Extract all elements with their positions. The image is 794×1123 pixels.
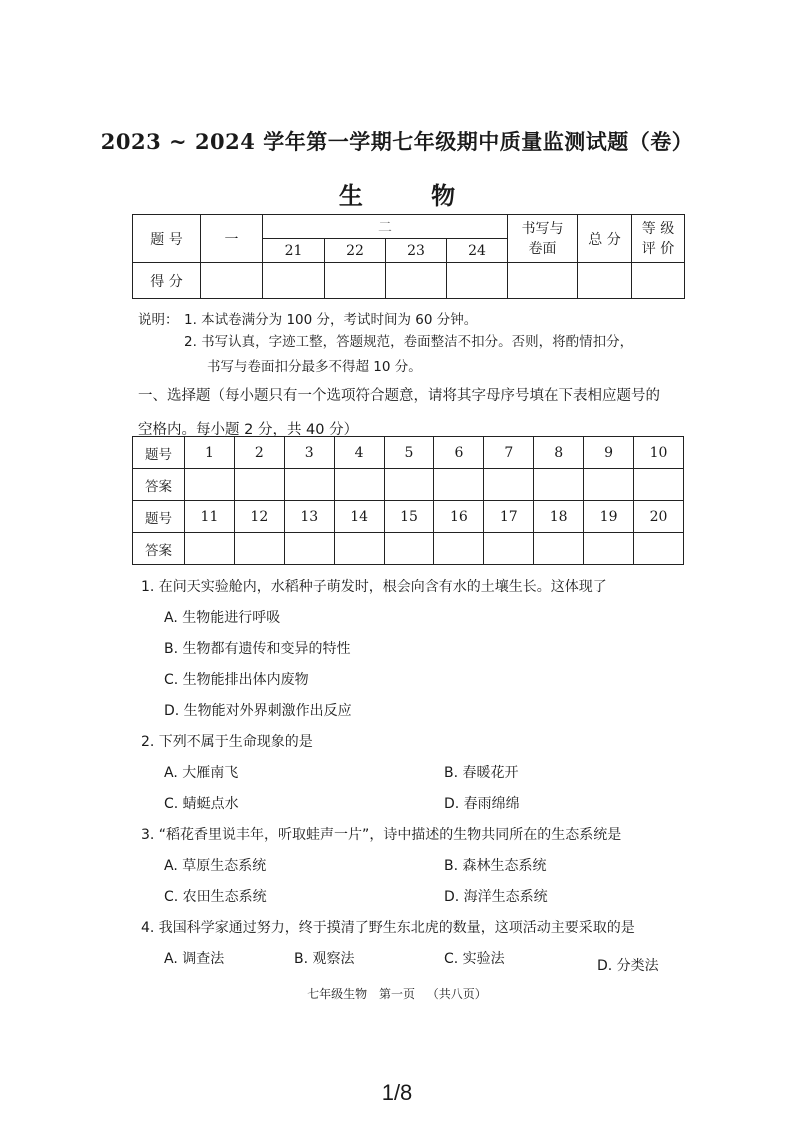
answer-cell[interactable] — [234, 533, 284, 565]
question-number: 1 — [185, 437, 235, 469]
question-number: 8 — [534, 437, 584, 469]
question-2-stem: 2. 下列不属于生命现象的是 — [141, 734, 313, 750]
grade-line1: 等 级 — [641, 220, 675, 237]
answer-cell[interactable] — [434, 533, 484, 565]
writing-line1: 书写与 — [521, 220, 564, 237]
answer-row-label-q: 题号 — [133, 437, 185, 469]
note-item-2: 2. 书写认真，字迹工整，答题规范，卷面整洁不扣分。否则，将酌情扣分， — [184, 334, 634, 350]
question-number: 7 — [484, 437, 534, 469]
question-number: 6 — [434, 437, 484, 469]
question-3-stem: 3. “稻花香里说丰年，听取蛙声一片”，诗中描述的生物共同所在的生态系统是 — [141, 827, 622, 843]
question-2-option-b: B. 春暖花开 — [444, 765, 519, 781]
answer-cell[interactable] — [434, 469, 484, 501]
score-table — [132, 214, 685, 299]
answer-cell[interactable] — [384, 533, 434, 565]
question-4-option-c: C. 实验法 — [444, 951, 505, 967]
question-3-option-c: C. 农田生态系统 — [164, 889, 267, 905]
answer-cell[interactable] — [185, 533, 235, 565]
answer-cell[interactable] — [534, 533, 584, 565]
score-cell[interactable] — [632, 263, 685, 299]
answer-cell[interactable] — [234, 469, 284, 501]
score-cell[interactable] — [325, 263, 386, 299]
question-number: 11 — [185, 501, 235, 533]
score-cell[interactable] — [201, 263, 263, 299]
question-number: 4 — [334, 437, 384, 469]
score-col-23: 23 — [386, 239, 447, 263]
question-number: 19 — [584, 501, 634, 533]
question-number: 15 — [384, 501, 434, 533]
answer-cell[interactable] — [534, 469, 584, 501]
question-1-option-a: A. 生物能进行呼吸 — [164, 610, 281, 626]
score-header-part2: 二 — [263, 215, 508, 239]
question-3-option-b: B. 森林生态系统 — [444, 858, 547, 874]
question-1-stem: 1. 在问天实验舱内，水稻种子萌发时，根会向含有水的土壤生长。这体现了 — [141, 579, 607, 595]
score-row-label: 得 分 — [133, 263, 201, 299]
question-number: 14 — [334, 501, 384, 533]
section-1-heading-cont: 空格内。每小题 2 分，共 40 分） — [138, 422, 359, 438]
answer-cell[interactable] — [484, 533, 534, 565]
page-footer: 七年级生物 第一页 （共八页） — [307, 987, 487, 1001]
question-number: 18 — [534, 501, 584, 533]
answer-cell[interactable] — [334, 533, 384, 565]
question-number: 9 — [584, 437, 634, 469]
score-cell[interactable] — [578, 263, 632, 299]
answer-row-label-a: 答案 — [133, 533, 185, 565]
score-col-21: 21 — [263, 239, 325, 263]
question-4-option-d: D. 分类法 — [597, 958, 659, 974]
score-col-24: 24 — [447, 239, 508, 263]
note-item-2-cont: 书写与卷面扣分最多不得超 10 分。 — [207, 359, 422, 375]
question-3-option-a: A. 草原生态系统 — [164, 858, 267, 874]
note-prefix: 说明： — [138, 312, 179, 328]
answer-row-label-a: 答案 — [133, 469, 185, 501]
answer-cell[interactable] — [634, 469, 684, 501]
score-cell[interactable] — [508, 263, 578, 299]
question-2-option-a: A. 大雁南飞 — [164, 765, 239, 781]
section-1-heading: 一、选择题（每小题只有一个选项符合题意，请将其字母序号填在下表相应题号的 — [138, 388, 660, 404]
score-header-total: 总 分 — [578, 215, 632, 263]
question-number: 2 — [234, 437, 284, 469]
question-number: 20 — [634, 501, 684, 533]
answer-cell[interactable] — [284, 469, 334, 501]
score-col-22: 22 — [325, 239, 386, 263]
question-1-option-b: B. 生物都有遗传和变异的特性 — [164, 641, 351, 657]
question-number: 13 — [284, 501, 334, 533]
question-4-stem: 4. 我国科学家通过努力，终于摸清了野生东北虎的数量，这项活动主要采取的是 — [141, 920, 635, 936]
question-number: 3 — [284, 437, 334, 469]
page-indicator: 1/8 — [381, 1080, 413, 1105]
score-cell[interactable] — [263, 263, 325, 299]
answer-table — [132, 436, 684, 565]
question-number: 5 — [384, 437, 434, 469]
question-number: 12 — [234, 501, 284, 533]
answer-cell[interactable] — [384, 469, 434, 501]
subject-title: 生 物 — [338, 181, 486, 210]
score-header-grade — [632, 215, 685, 263]
answer-cell[interactable] — [284, 533, 334, 565]
answer-cell[interactable] — [634, 533, 684, 565]
answer-cell[interactable] — [185, 469, 235, 501]
exam-title: 2023 ~ 2024 学年第一学期七年级期中质量监测试题（卷） — [100, 129, 694, 154]
question-4-option-b: B. 观察法 — [294, 951, 355, 967]
answer-cell[interactable] — [484, 469, 534, 501]
answer-cell[interactable] — [334, 469, 384, 501]
answer-cell[interactable] — [584, 533, 634, 565]
question-1-option-c: C. 生物能排出体内废物 — [164, 672, 309, 688]
question-number: 10 — [634, 437, 684, 469]
question-number: 17 — [484, 501, 534, 533]
score-header-part1: 一 — [201, 215, 263, 263]
note-item-1: 1. 本试卷满分为 100 分，考试时间为 60 分钟。 — [184, 312, 478, 328]
writing-line2: 卷面 — [528, 240, 557, 257]
score-cell[interactable] — [447, 263, 508, 299]
question-number: 16 — [434, 501, 484, 533]
question-4-option-a: A. 调查法 — [164, 951, 225, 967]
score-header-tihao: 题 号 — [133, 215, 201, 263]
question-3-option-d: D. 海洋生态系统 — [444, 889, 548, 905]
question-2-option-c: C. 蜻蜓点水 — [164, 796, 239, 812]
question-2-option-d: D. 春雨绵绵 — [444, 796, 520, 812]
question-1-option-d: D. 生物能对外界刺激作出反应 — [164, 703, 352, 719]
grade-line2: 评 价 — [641, 240, 675, 257]
score-header-writing — [508, 215, 578, 263]
answer-cell[interactable] — [584, 469, 634, 501]
score-cell[interactable] — [386, 263, 447, 299]
answer-row-label-q: 题号 — [133, 501, 185, 533]
